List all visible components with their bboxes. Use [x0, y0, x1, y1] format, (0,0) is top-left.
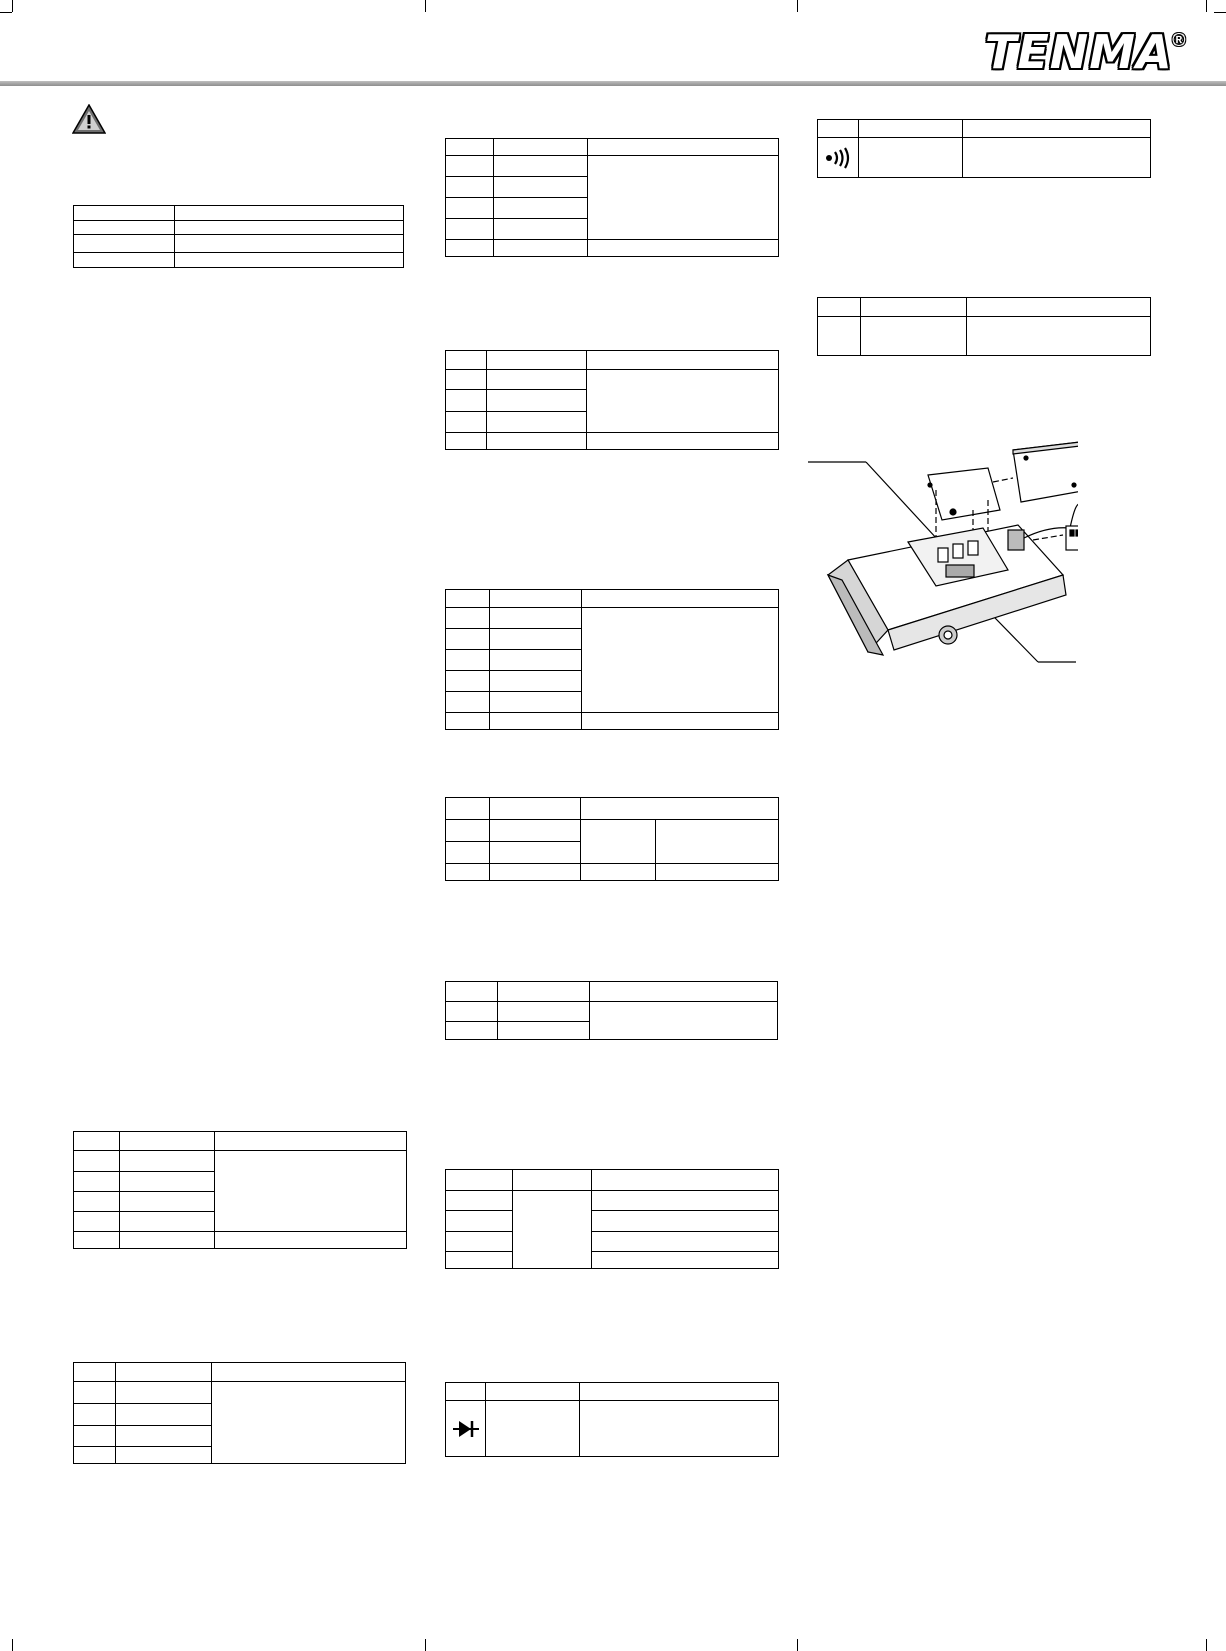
spec-table	[73, 1362, 406, 1464]
registered-mark: ®	[1172, 30, 1186, 50]
crop-mark	[1206, 1639, 1207, 1651]
spec-table	[445, 589, 779, 730]
continuity-buzzer-icon	[823, 147, 853, 169]
crop-mark	[0, 12, 12, 13]
spec-table	[445, 981, 778, 1040]
diode-icon	[452, 1418, 480, 1440]
spec-table	[445, 797, 779, 881]
spec-table	[445, 1169, 779, 1269]
crop-mark	[425, 1639, 426, 1651]
warning-triangle-icon	[72, 104, 106, 134]
crop-mark	[1214, 12, 1226, 13]
spec-table	[817, 297, 1151, 356]
crop-mark	[1206, 0, 1207, 12]
spec-table	[73, 1131, 407, 1249]
crop-mark	[12, 1639, 13, 1651]
continuity-test-table	[817, 119, 1151, 178]
spec-table	[445, 138, 779, 257]
spec-table	[445, 350, 779, 450]
diode-test-table	[445, 1382, 779, 1457]
spec-table	[73, 205, 404, 268]
brand-logo: TENMA	[985, 25, 1173, 79]
crop-mark	[425, 0, 426, 12]
crop-mark	[12, 0, 13, 12]
crop-mark	[797, 1639, 798, 1651]
battery-fuse-replacement-diagram	[808, 430, 1078, 670]
crop-mark	[797, 0, 798, 12]
header-rule	[0, 81, 1226, 86]
